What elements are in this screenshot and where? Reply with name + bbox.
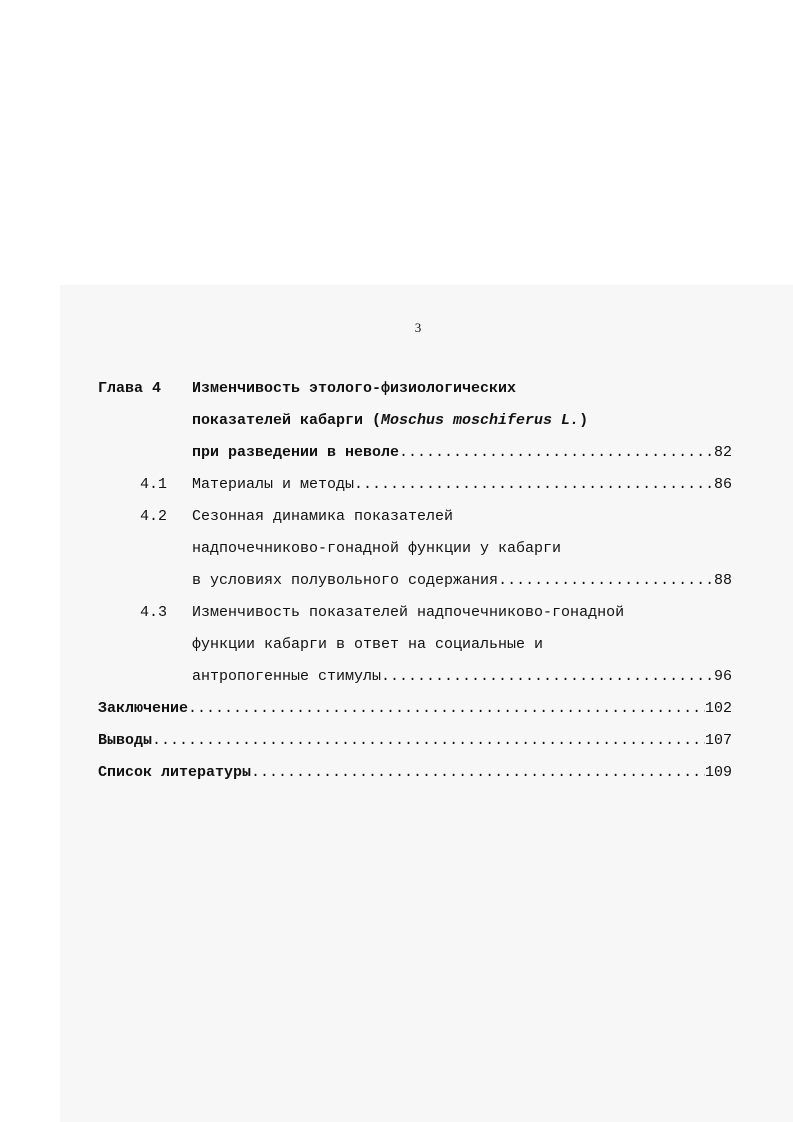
section-number: 4.1 <box>140 476 168 493</box>
section-title-line-1: Сезонная динамика показателей <box>192 508 454 525</box>
chapter-title-line-1: Изменчивость этолого-физиологических <box>192 380 517 397</box>
section-number: 4.3 <box>140 604 168 621</box>
page-ref: 96 <box>713 668 732 685</box>
dot-leader <box>399 442 714 464</box>
toc-entry-4-1[interactable] <box>192 474 732 496</box>
entry-title: Список литературы <box>98 764 252 781</box>
section-title: Материалы и методы <box>192 476 355 493</box>
dot-leader <box>498 570 714 592</box>
dot-leader <box>381 666 714 688</box>
page-ref: 86 <box>713 476 732 493</box>
toc-entry-chapter-4[interactable] <box>192 442 732 464</box>
page-number: 3 <box>414 320 422 335</box>
toc-entry-conclusion[interactable] <box>98 698 732 720</box>
chapter-title-paren: ) <box>579 412 589 429</box>
toc-entry-4-2[interactable] <box>192 570 732 592</box>
page-ref: 107 <box>704 732 732 749</box>
page-ref: 102 <box>704 700 732 717</box>
dot-leader <box>251 762 705 784</box>
toc-entry-findings[interactable] <box>98 730 732 752</box>
species-latin-name: Moschus moschiferus L. <box>381 412 580 429</box>
section-title-line-2: функции кабарги в ответ на социальные и <box>192 636 544 653</box>
section-title-line-3: антропогенные стимулы <box>192 668 382 685</box>
section-title-line-2: надпочечниково-гонадной функции у кабарги <box>192 540 562 557</box>
dot-leader <box>354 474 714 496</box>
section-title-line-1: Изменчивость показателей надпочечниково-гонадной <box>192 604 625 621</box>
page-ref: 109 <box>704 764 732 781</box>
page-ref: 88 <box>713 572 732 589</box>
entry-title: Выводы <box>98 732 153 749</box>
chapter-title-line-2 <box>192 410 588 432</box>
entry-title: Заключение <box>98 700 189 717</box>
chapter-label: Глава 4 <box>98 380 162 397</box>
chapter-title-line-3: при разведении в неволе <box>192 444 400 461</box>
dot-leader <box>188 698 705 720</box>
section-title-line-3: в условиях полувольного содержания <box>192 572 499 589</box>
chapter-title-text: показателей кабарги ( <box>192 412 382 429</box>
dot-leader <box>152 730 705 752</box>
toc-entry-references[interactable] <box>98 762 732 784</box>
section-number: 4.2 <box>140 508 168 525</box>
toc-entry-4-3[interactable] <box>192 666 732 688</box>
page-ref: 82 <box>713 444 732 461</box>
